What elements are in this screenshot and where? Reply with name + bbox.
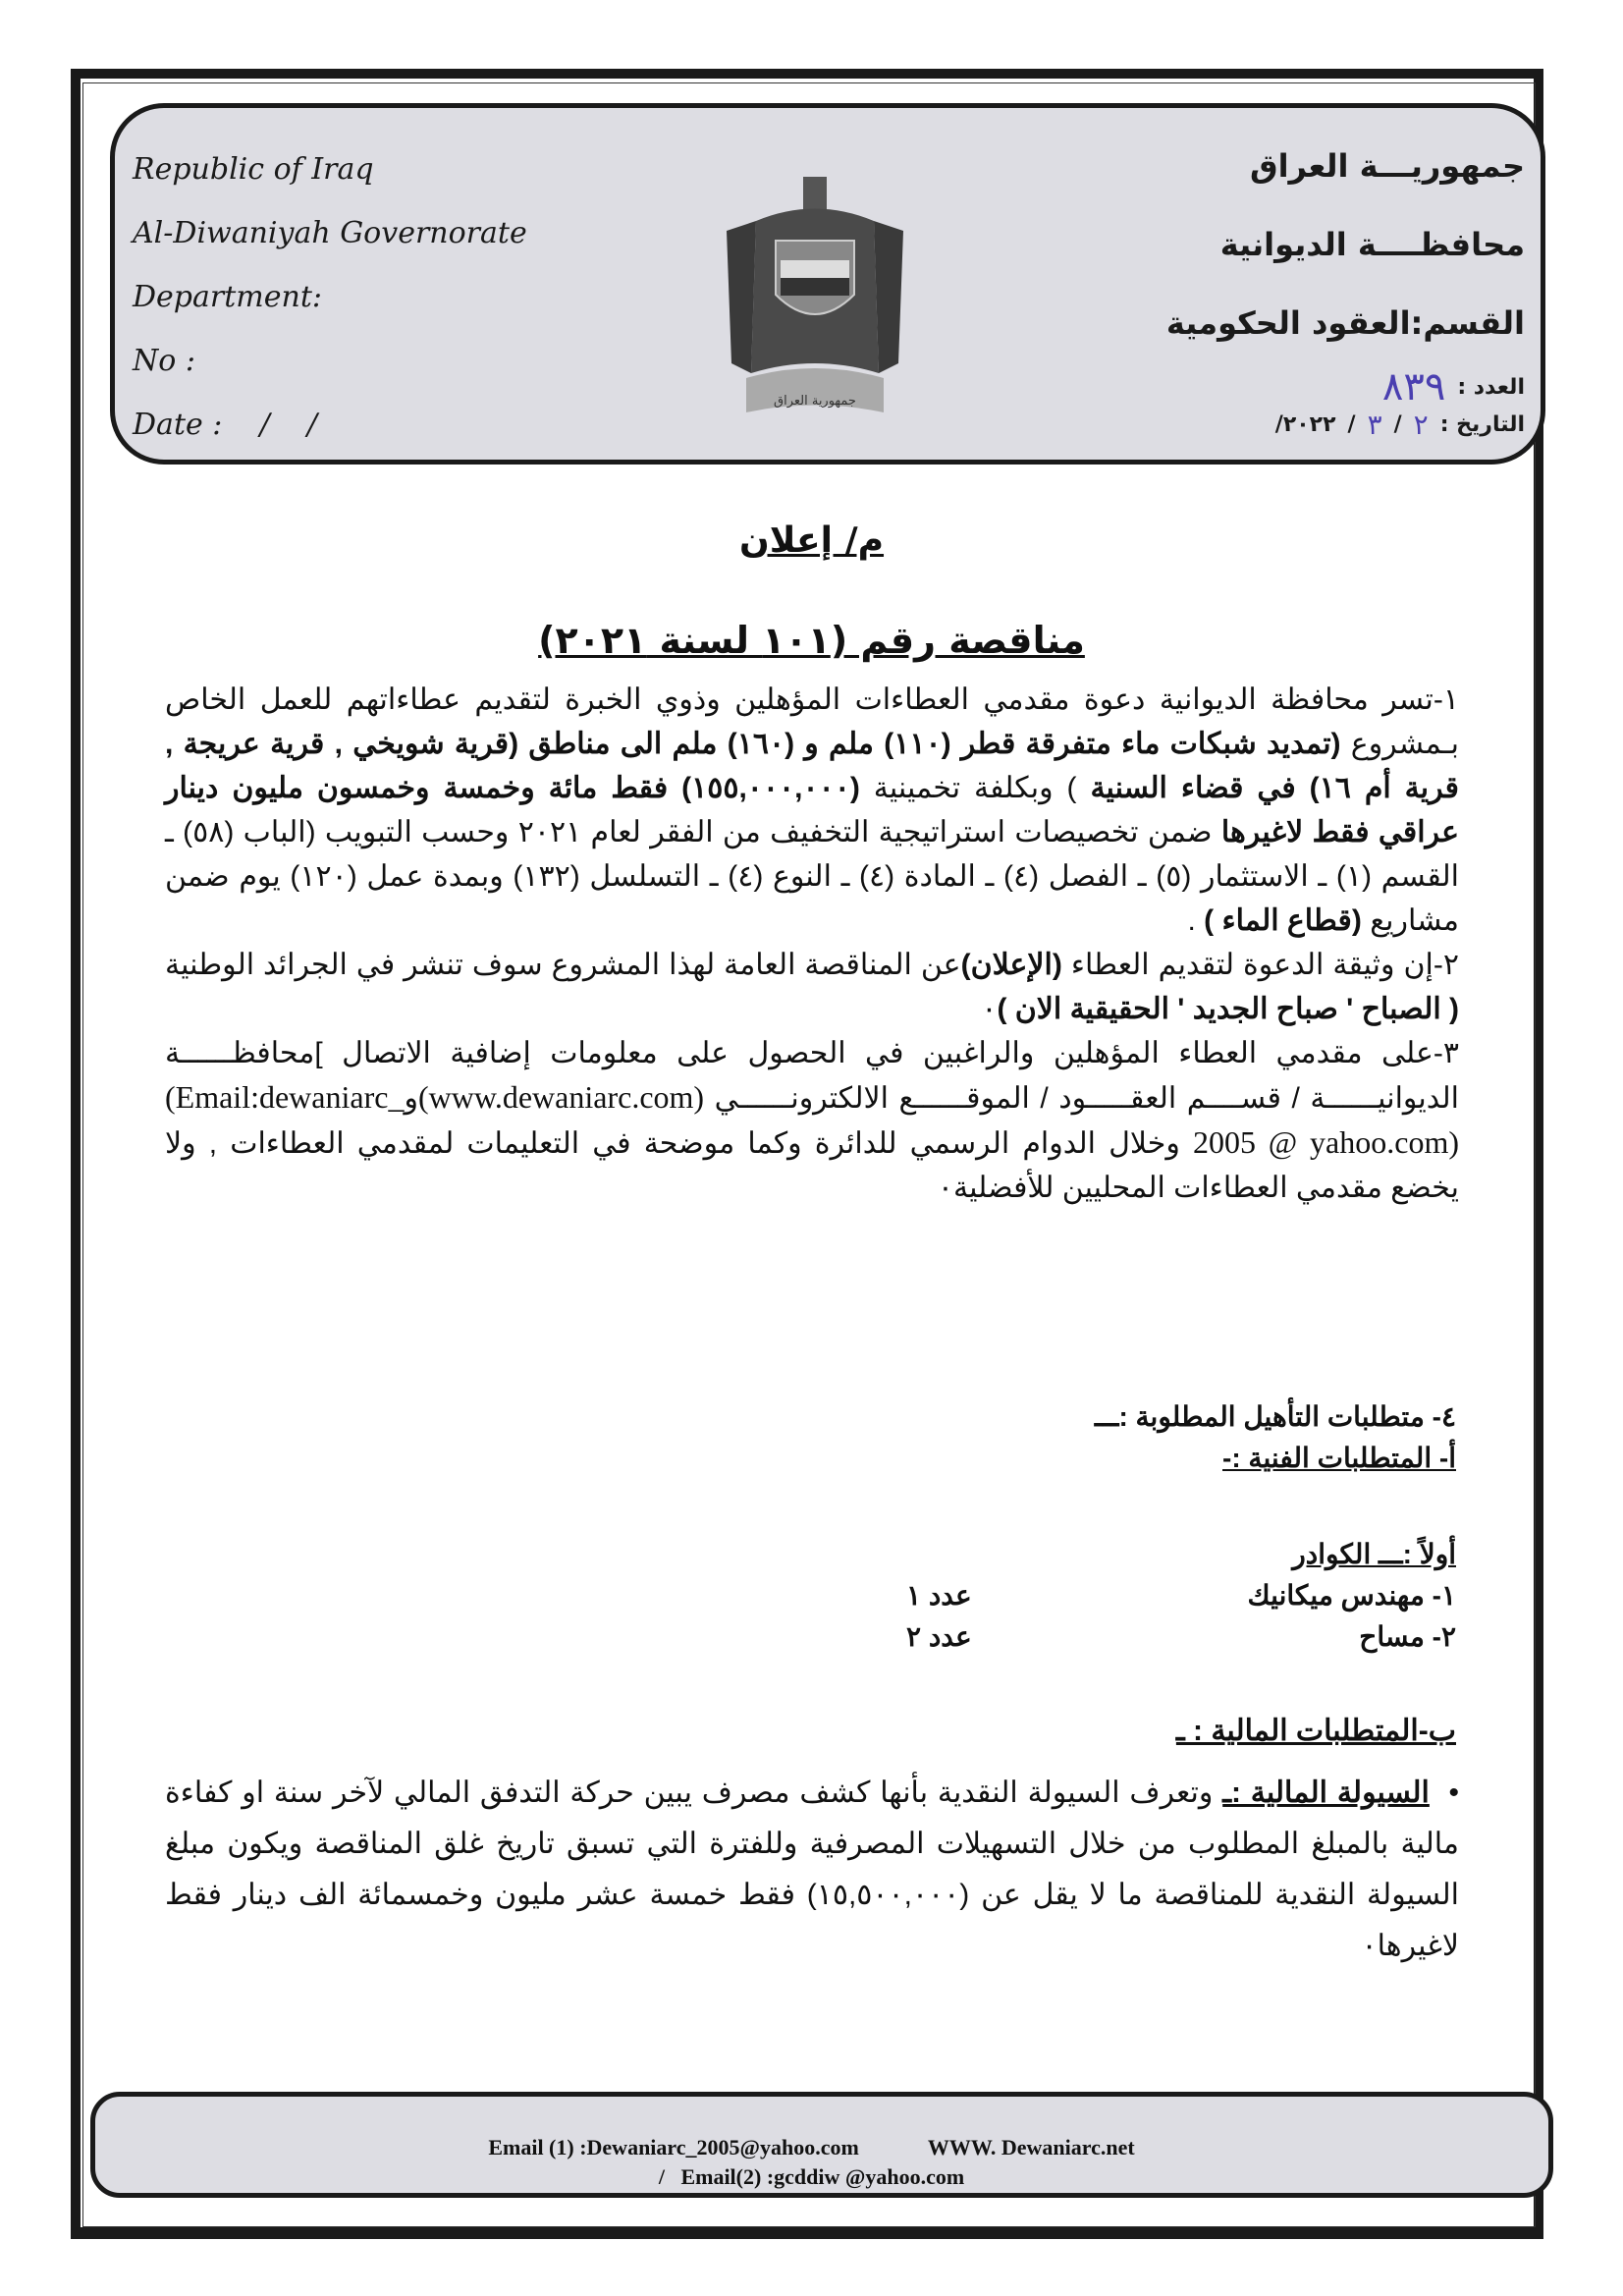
emblem-ribbon-text: جمهورية العراق — [774, 394, 856, 409]
para1-end: . — [1187, 904, 1205, 937]
section-4-title: ٤- متطلبات التأهيل المطلوبة :ـــ — [1094, 1401, 1456, 1432]
number-row-ar — [1166, 364, 1525, 410]
date-row-ar: التاريخ : ٢ / ٣ / ٢٠٢٢/ — [1274, 408, 1525, 441]
date-day-handwritten: ٢ — [1413, 408, 1429, 441]
para2-text2: عن المناقصة العامة لهذا المشروع سوف تنشر في الجرائد الوطنية — [165, 949, 961, 981]
footer-email-1[interactable]: Email (1) :Dewaniarc_2005@yahoo.com — [488, 2135, 859, 2159]
para2-bold1: (الإعلان) — [960, 949, 1062, 981]
cadre-row — [906, 1616, 1456, 1658]
para1-project: (تمديد شبكات ماء متفرقة قطر (١١٠) ملم و (١٦٠) ملم الى مناطق (قرية شويخي , قرية عريجة , قرية أم ١٦) في قضاء السنية — [165, 728, 1460, 804]
date-label-ar: التاريخ : — [1439, 411, 1525, 437]
para1-sector: (قطاع الماء ) — [1204, 904, 1362, 937]
para3-text1: ٣-على مقدمي العطاء المؤهلين والراغبين في الحصول على معلومات إضافية الاتصال ]محافظــــــة الديوانيــــــة / قســــم العقـــــود / الموقــــــع الالكترونــــــي — [165, 1037, 1459, 1115]
para3-text2: وخلال الدوام الرسمي للدائرة وكما موضحة في التعليمات لمقدمي العطاءات , ولا يخضع مقدمي العطاءات المحليين للأفضلية٠ — [165, 1127, 1459, 1204]
date-row-en — [133, 393, 527, 457]
para3-email-link[interactable]: (Email:dewaniarc_ 2005 @ yahoo.com) — [165, 1079, 1459, 1160]
technical-requirements-heading: أ- المتطلبات الفنية :- — [1222, 1443, 1456, 1473]
subject-heading: م/ إعلان — [738, 520, 885, 561]
cadres-title: أولاً :ـــ الكوادر — [1292, 1539, 1456, 1569]
tender-title: مناقصة رقم (١٠١ لسنة ٢٠٢١) — [538, 619, 1085, 662]
country-ar: جمهوريـــة العراق — [1249, 147, 1525, 185]
paragraph-3 — [165, 1031, 1459, 1210]
governorate-ar: محافظــــة الديوانية — [1219, 226, 1525, 263]
paragraph-1 — [165, 678, 1459, 943]
para3-and: و — [404, 1082, 418, 1115]
announcement-body — [165, 678, 1459, 1210]
country-en: Republic of Iraq — [133, 152, 374, 187]
bullet-icon: • — [1448, 1777, 1460, 1809]
para2-text1: ٢-إن وثيقة الدعوة لتقديم العطاء — [1061, 949, 1459, 981]
para1-intro: ١-تسر محافظة الديوانية دعوة مقدمي العطاءات المؤهلين وذوي الخبرة لتقديم عطاءاتهم للعمل الخاص بـمشروع — [165, 683, 1459, 760]
number-label-en: No : — [133, 344, 195, 378]
financial-liquidity-paragraph — [165, 1768, 1459, 1972]
number-value-handwritten: ٨٣٩ — [1381, 364, 1446, 410]
cadre-count: عدد ٢ — [906, 1621, 972, 1652]
footer-email-2[interactable]: Email(2) :gcddiw @yahoo.com — [680, 2164, 965, 2189]
paragraph-2 — [165, 943, 1459, 1031]
department-label-en: Department: — [133, 280, 322, 314]
para3-website-link[interactable]: (www.dewaniarc.com) — [417, 1079, 705, 1115]
liquidity-label: السيولة المالية :ـ — [1222, 1777, 1430, 1809]
date-value-en: / / — [259, 408, 317, 442]
footer-website[interactable]: WWW. Dewaniarc.net — [927, 2135, 1135, 2159]
liquidity-text: وتعرف السيولة النقدية بأنها كشف مصرف يبين حركة التدفق المالي لآخر سنة او كفاءة مالية بالمبلغ المطلوب من خلال التسهيلات المصرفية وللفترة التي تسبق تاريخ غلق المناقصة ويكون مبلغ السيولة النقدية للمناقصة ما لا يقل عن (١٥,٥٠٠,٠٠٠) فقط خمسة عشر مليون وخمسمائة الف دينار فقط لاغيرها٠ — [165, 1777, 1459, 1962]
para1-cost: (١٥٥,٠٠٠,٠٠٠) فقط مائة وخمسة وخمسون مليون دينار عراقي فقط لاغيرها — [165, 772, 1460, 848]
footer-contacts — [0, 2133, 1623, 2192]
para2-newspapers: ( الصباح ' صباح الجديد ' الحقيقية الان ) — [997, 993, 1459, 1025]
financial-requirements-heading: ب-المتطلبات المالية : ـ — [1175, 1715, 1456, 1747]
date-label-en: Date : — [133, 408, 223, 442]
cadre-count: عدد ١ — [906, 1580, 972, 1611]
para1-rest: ضمن تخصيصات استراتيجية التخفيف من الفقر لعام ٢٠٢١ وحسب التبويب (الباب (٥٨) ـ القسم (١) ـ الاستثمار (٥) ـ الفصل (٤) ـ المادة (٤) ـ النوع (٤) ـ التسلسل (١٣٢) وبمدة عمل (١٢٠) يوم ضمن مشاريع — [165, 816, 1459, 937]
cadres-list — [906, 1534, 1456, 1658]
para2-end: ٠ — [981, 993, 998, 1025]
iraq-coat-of-arms-emblem — [717, 177, 913, 427]
section-4 — [1095, 1396, 1456, 1479]
governorate-en: Al-Diwaniyah Governorate — [133, 216, 527, 250]
department-ar: القسم:العقود الحكومية — [1165, 304, 1525, 342]
letterhead-english — [133, 137, 527, 457]
cadre-role: ٢- مساح — [1359, 1621, 1456, 1652]
date-month-handwritten: ٣ — [1367, 408, 1382, 441]
para1-cost-intro: ) وبكلفة تخمينية — [859, 772, 1091, 804]
date-year-ar: ٢٠٢٢/ — [1274, 411, 1336, 437]
footer-separator: / — [658, 2164, 665, 2189]
letterhead-arabic — [1166, 147, 1525, 443]
number-label-ar: العدد : — [1457, 374, 1525, 400]
cadre-role: ١- مهندس ميكانيك — [1247, 1580, 1456, 1611]
cadre-row — [906, 1575, 1456, 1616]
